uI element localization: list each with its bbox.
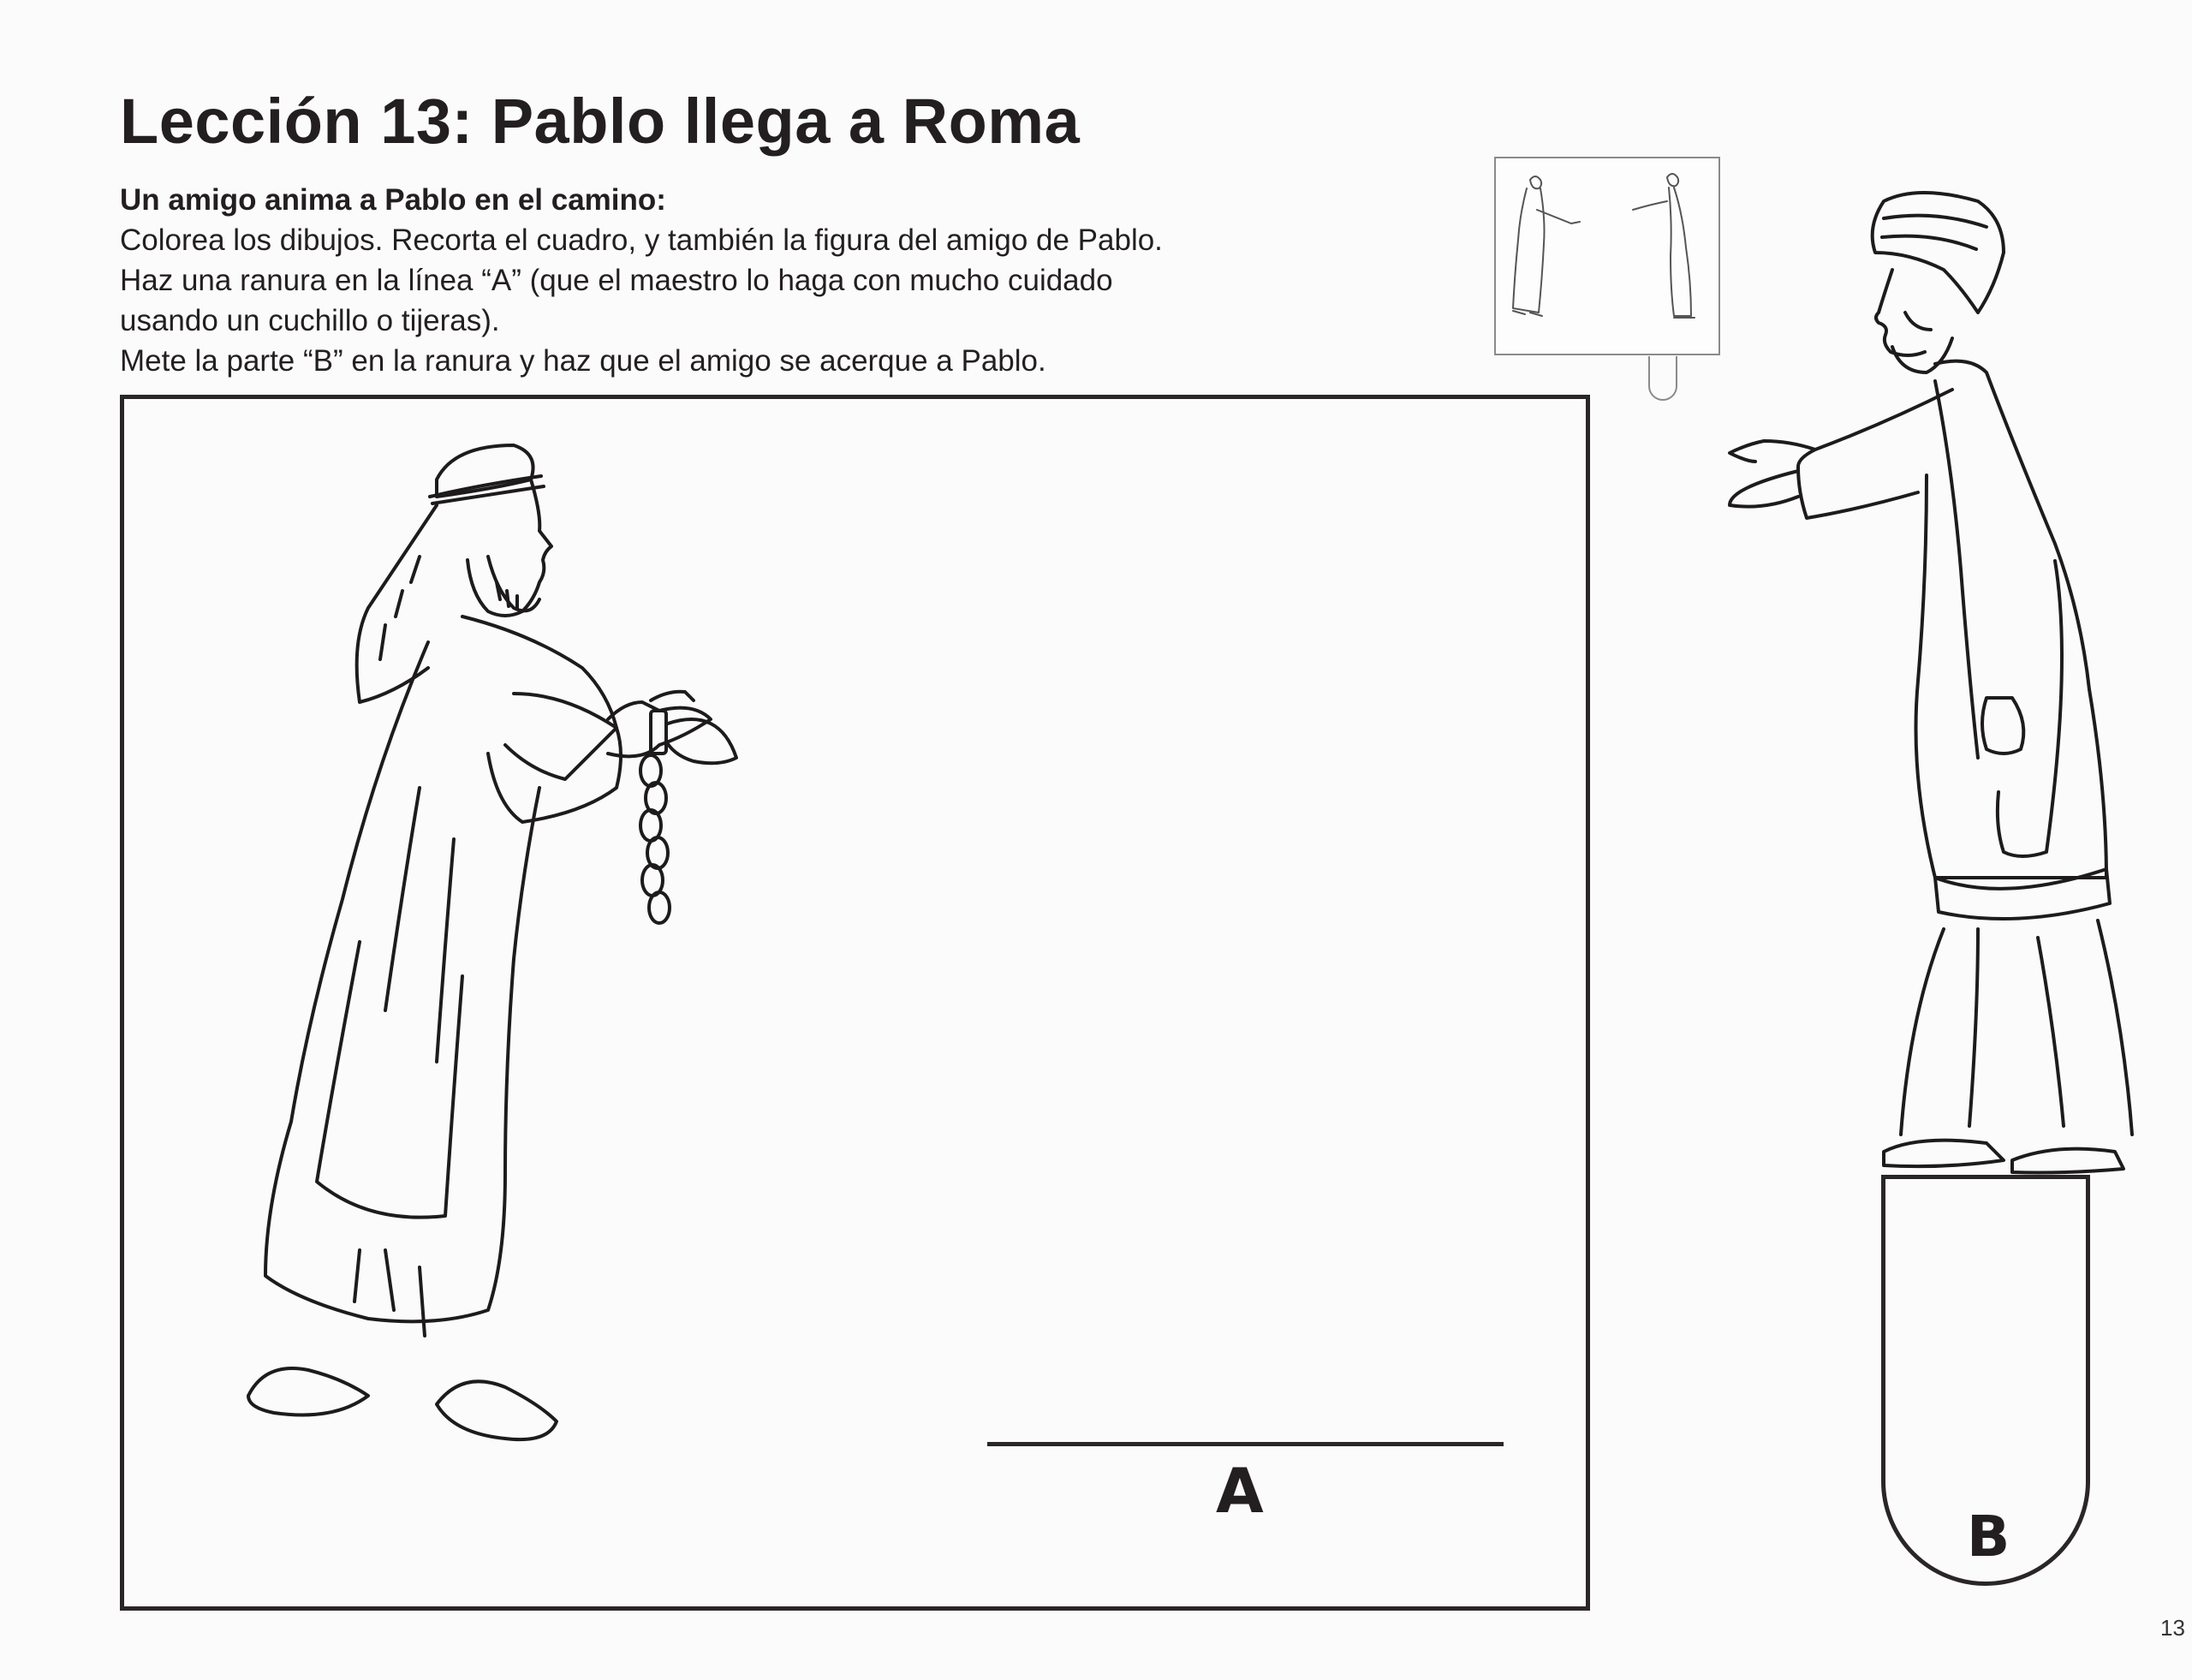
instruction-line: Mete la parte “B” en la ranura y haz que el amigo se acerque a Pablo. [120,344,1046,378]
instruction-line: Colorea los dibujos. Recorta el cuadro, y también la figura del amigo de Pablo. [120,223,1163,257]
friend-figure-drawing [1610,176,2124,1186]
paul-figure-drawing [206,428,856,1490]
page-number: 13 [2160,1615,2185,1641]
instructions-subtitle: Un amigo anima a Pablo en el camino: [120,183,666,217]
page-title: Lección 13: Pablo llega a Roma [120,86,1081,157]
label-a: A [1216,1455,1264,1527]
label-b: B [1967,1504,2010,1570]
instructions [120,180,1404,381]
slot-line-a [987,1442,1504,1446]
instruction-line: Haz una ranura en la línea “A” (que el maestro lo haga con mucho cuidado [120,264,1113,297]
instruction-line: usando un cuchillo o tijeras). [120,304,500,337]
